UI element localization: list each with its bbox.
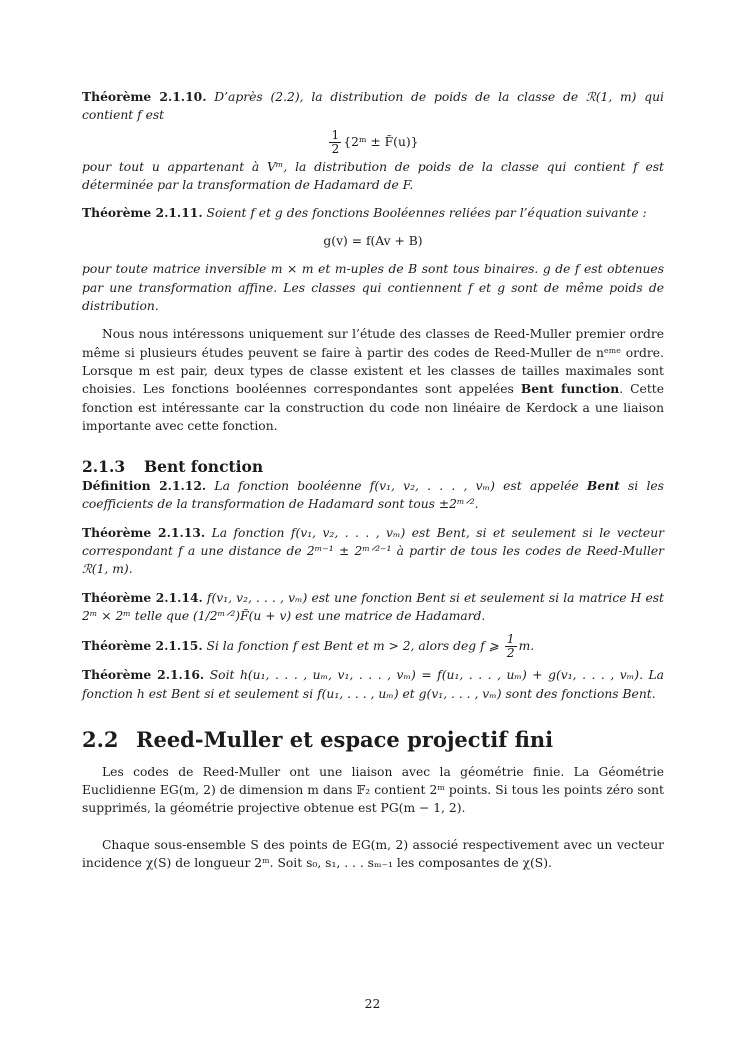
theorem-text: f(v₁, v₂, . . . , vₘ) est une fonction Bent si et seulement si la matrice H est 2ᵐ × 2ᵐ telle que (1/2ᵐᐟ²)F̃(u + v) est une matrice de Hadamard. <box>82 590 664 623</box>
paragraph-reed-muller <box>82 325 664 435</box>
page-number: 22 <box>364 997 381 1011</box>
theorem-text: Soient f et g des fonctions Booléennes reliées par l’équation suivante : <box>206 206 647 221</box>
theorem-label: Théorème 2.1.14. <box>82 589 203 605</box>
theorem-2-1-15 <box>82 633 664 660</box>
fraction <box>329 129 341 156</box>
fraction-numerator: 1 <box>331 127 340 142</box>
section-heading-2-1-3 <box>82 457 664 477</box>
equation-weight-distribution <box>82 129 664 156</box>
theorem-2-1-16 <box>82 666 664 703</box>
paragraph-incidence-vector: Chaque sous-ensemble S des points de EG(m, 2) associé respectivement avec un vecteur incidence χ(S) de longueur 2ᵐ. Soit s₀, s₁, . . . sₘ₋₁ les composantes de χ(S). <box>82 837 664 871</box>
fraction-numerator: 1 <box>506 632 515 647</box>
definition-bold-term: Bent <box>586 478 620 494</box>
definition-2-1-12 <box>82 477 664 514</box>
theorem-label: Théorème 2.1.11. <box>82 205 203 221</box>
theorem-label: Théorème 2.1.10. <box>82 89 207 104</box>
theorem-text-end: m. <box>518 639 535 654</box>
paragraph-bold-term: Bent function <box>520 381 620 397</box>
theorem-text: Si la fonction f est Bent et m > 2, alors deg f ⩾ <box>206 639 499 654</box>
definition-label: Définition 2.1.12. <box>82 478 207 494</box>
theorem-2-1-13 <box>82 524 664 579</box>
theorem-text: La fonction f(v₁, v₂, . . . , vₘ) est Bent, si et seulement si le vecteur correspondant f a une distance de 2ᵐ⁻¹ ± 2ᵐᐟ²⁻¹ à partir de tous les codes de Reed-Muller ℛ(1, m). <box>82 525 664 577</box>
section-heading-2-2 <box>82 727 664 753</box>
equation-body: {2ᵐ ± F̃(u)} <box>343 134 419 149</box>
section-number: 2.1.3 <box>82 457 126 477</box>
paragraph-finite-geometry: Les codes de Reed-Muller ont une liaison avec la géométrie finie. La Géométrie Euclidienne EG(m, 2) de dimension m dans 𝔽₂ contient 2ᵐ points. Si tous les points zéro sont supprimés, la géométrie projective obtenue est PG(m − 1, 2). <box>82 764 664 816</box>
section-number: 2.2 <box>82 726 119 752</box>
theorem-2-1-14 <box>82 589 664 626</box>
fraction-denominator: 2 <box>331 141 340 156</box>
theorem-2-1-11 <box>82 204 664 222</box>
theorem-text: D’après (2.2), la distribution de poids de la classe de ℛ(1, m) qui contient f est <box>82 90 664 123</box>
theorem-text: Soit h(u₁, . . . , uₘ, v₁, . . . , vₘ) = f(u₁, . . . , uₘ) + g(v₁, . . . , vₘ). La fonction h est Bent si et seulement si f(u₁, . . . , uₘ) et g(v₁, . . . , vₘ) sont des fonctions Bent. <box>82 668 664 701</box>
theorem-2-1-10 <box>82 88 664 125</box>
definition-text: La fonction booléenne f(v₁, v₂, . . . , vₘ) est appelée <box>214 479 579 494</box>
fraction-denominator: 2 <box>506 646 515 661</box>
paragraph-text-end: . Cette fonction est intéressante car la construction du code non linéaire de Kerdock a une liaison importante avec cette fonction. <box>82 382 664 433</box>
equation-affine: g(v) = f(Av + B) <box>323 234 423 249</box>
section-title: Bent fonction <box>144 457 264 477</box>
theorem-label: Théorème 2.1.13. <box>82 524 206 540</box>
page-body <box>82 88 664 872</box>
paragraph-text: Nous nous intéressons uniquement sur l’étude des classes de Reed-Muller premier ordre même si plusieurs études peuvent se faire à partir des codes de Reed-Muller de nᵉᵐᵉ ordre. Lorsque m est pair, deux types de classe existent et les classes de tailles maximales sont choisies. Les fonctions booléennes correspondantes sont appelées <box>82 327 664 397</box>
theorem-text-continued: pour tout u appartenant à Vᵐ, la distribution de poids de la classe qui contient f est déterminée par la transformation de Hadamard de F. <box>82 159 664 192</box>
definition-text-end: si les coefficients de la transformation de Hadamard sont tous ±2ᵐᐟ². <box>82 479 664 512</box>
theorem-label: Théorème 2.1.15. <box>82 638 203 654</box>
theorem-text-continued: pour toute matrice inversible m × m et m-uples de B sont tous binaires. g de f est obtenues par une transformation affine. Les classes qui contiennent f et g sont de même poids de distribution. <box>82 262 664 314</box>
fraction <box>505 633 517 660</box>
theorem-label: Théorème 2.1.16. <box>82 667 205 683</box>
section-title: Reed-Muller et espace projectif fini <box>136 726 554 752</box>
